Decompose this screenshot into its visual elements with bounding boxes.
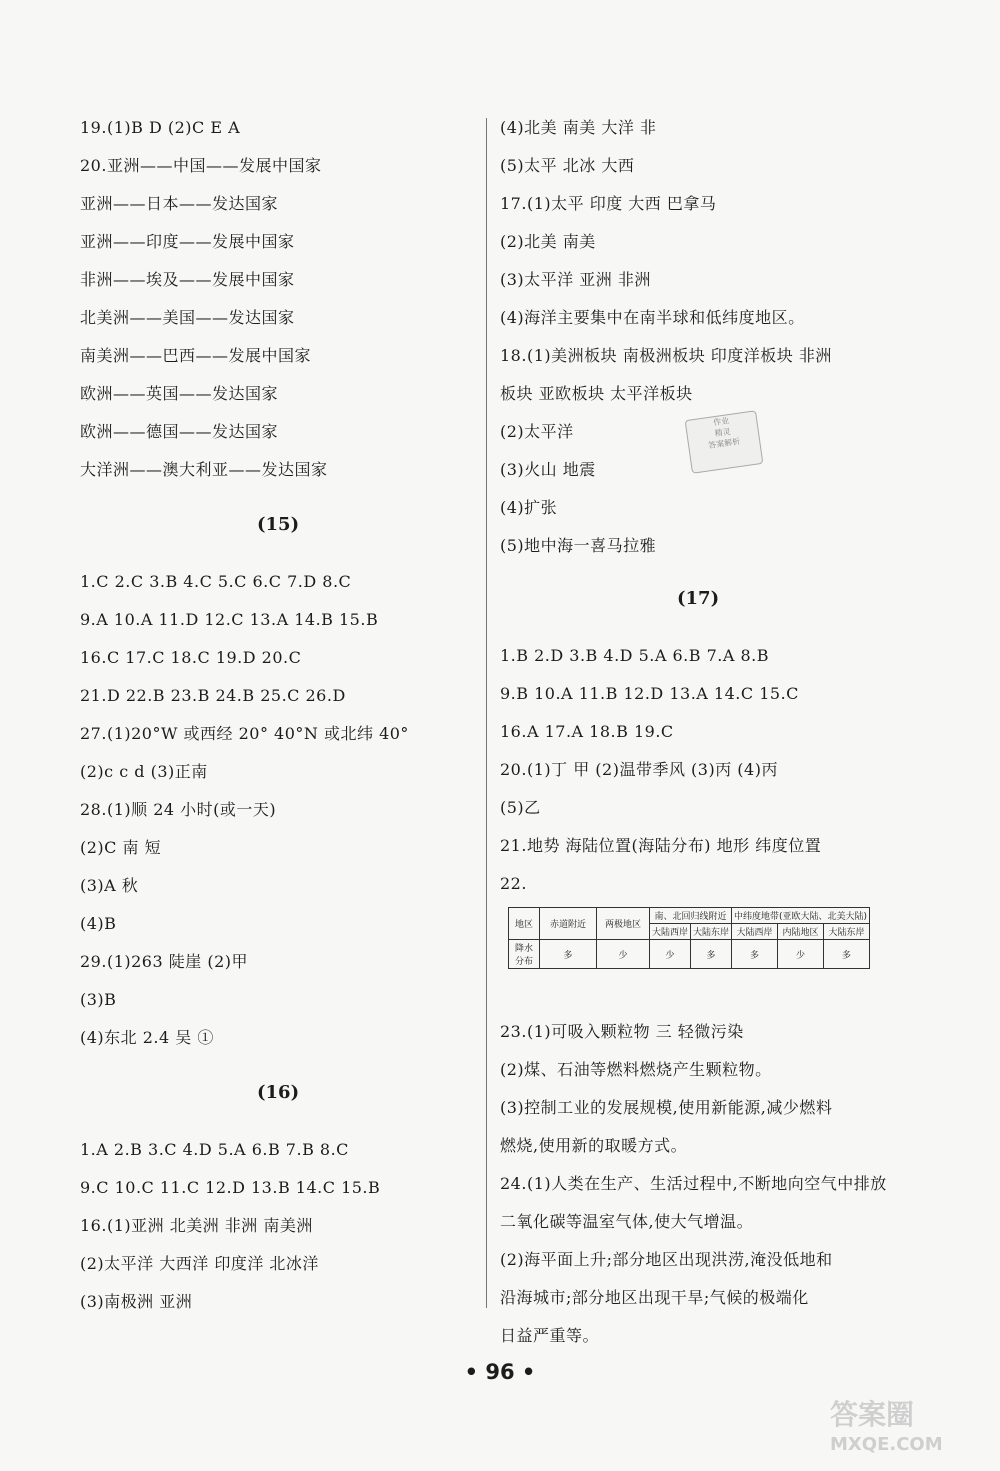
section-heading-15: (15)	[257, 514, 300, 535]
answer-line: 南美洲——巴西——发展中国家	[80, 346, 312, 365]
table-cell: 内陆地区	[778, 924, 824, 940]
table-cell: 中纬度地带(亚欧大陆、北美大陆)	[732, 908, 870, 924]
watermark-text: 答案圈	[830, 1398, 915, 1431]
answer-line: 亚洲——日本——发达国家	[80, 194, 279, 213]
answer-line: (5)地中海一喜马拉雅	[500, 536, 657, 555]
answer-line: (4)扩张	[500, 498, 558, 517]
answer-line: 28.(1)顺 24 小时(或一天)	[80, 800, 277, 819]
answer-line: 21.D 22.B 23.B 24.B 25.C 26.D	[80, 686, 346, 705]
answer-line: 20.亚洲——中国——发展中国家	[80, 156, 322, 175]
answer-line: (3)太平洋 亚洲 非洲	[500, 270, 651, 289]
table-cell: 大陆东岸	[691, 924, 732, 940]
watermark-url: MXQE.COM	[830, 1434, 943, 1455]
table-cell: 地区	[509, 908, 540, 940]
stamp-text: 精灵	[714, 427, 732, 439]
answer-line: 欧洲——英国——发达国家	[80, 384, 279, 403]
answer-line: 16.C 17.C 18.C 19.D 20.C	[80, 648, 302, 667]
answer-line: (2)海平面上升;部分地区出现洪涝,淹没低地和	[500, 1250, 833, 1269]
stamp-text: 答案解析	[707, 436, 741, 451]
answer-line: 板块 亚欧板块 太平洋板块	[500, 384, 693, 403]
answer-line: 燃烧,使用新的取暖方式。	[500, 1136, 688, 1155]
table-cell: 大陆西岸	[732, 924, 778, 940]
answer-line: 二氧化碳等温室气体,使大气增温。	[500, 1212, 754, 1231]
answer-line: 沿海城市;部分地区出现干旱;气候的极端化	[500, 1288, 809, 1307]
answer-line: (3)A 秋	[80, 876, 139, 895]
answer-line: (2)煤、石油等燃料燃烧产生颗粒物。	[500, 1060, 772, 1079]
page-number: • 96 •	[464, 1360, 536, 1384]
answer-line: 9.A 10.A 11.D 12.C 13.A 14.B 15.B	[80, 610, 379, 629]
answer-line: 18.(1)美洲板块 南极洲板块 印度洋板块 非洲	[500, 346, 832, 365]
answer-line: (3)火山 地震	[500, 460, 596, 479]
table-cell: 大陆东岸	[824, 924, 870, 940]
answer-line: 9.C 10.C 11.C 12.D 13.B 14.C 15.B	[80, 1178, 381, 1197]
answer-line: 1.A 2.B 3.C 4.D 5.A 6.B 7.B 8.C	[80, 1140, 349, 1159]
answer-line: 亚洲——印度——发展中国家	[80, 232, 295, 251]
answer-line: (3)B	[80, 990, 117, 1009]
answer-line: (4)东北 2.4 吴 ①	[80, 1028, 214, 1047]
stamp-mark	[685, 410, 764, 473]
answer-line: 29.(1)263 陡崖 (2)甲	[80, 952, 248, 971]
answer-line: 欧洲——德国——发达国家	[80, 422, 279, 441]
section-heading-17: (17)	[677, 588, 720, 609]
answer-line: 23.(1)可吸入颗粒物 三 轻微污染	[500, 1022, 744, 1041]
answer-line: 日益严重等。	[500, 1326, 600, 1345]
table-cell: 多	[824, 940, 870, 969]
answer-line: (4)B	[80, 914, 117, 933]
table-cell: 少	[778, 940, 824, 969]
answer-line: 北美洲——美国——发达国家	[80, 308, 295, 327]
table-cell: 南、北回归线附近	[650, 908, 732, 924]
answer-line: (2)北美 南美	[500, 232, 596, 251]
answer-line: 1.B 2.D 3.B 4.D 5.A 6.B 7.A 8.B	[500, 646, 770, 665]
answer-line: 非洲——埃及——发展中国家	[80, 270, 295, 289]
table-cell: 降水分布	[509, 940, 540, 969]
answer-line: 19.(1)B D (2)C E A	[80, 118, 241, 137]
section-heading-16: (16)	[257, 1082, 300, 1103]
table-cell: 多	[691, 940, 732, 969]
answer-line: 22.	[500, 874, 527, 893]
table-cell: 少	[597, 940, 650, 969]
answer-line: 16.A 17.A 18.B 19.C	[500, 722, 674, 741]
answer-line: 大洋洲——澳大利亚——发达国家	[80, 460, 328, 479]
answer-line: (3)控制工业的发展规模,使用新能源,减少燃料	[500, 1098, 833, 1117]
answer-line: 24.(1)人类在生产、生活过程中,不断地向空气中排放	[500, 1174, 887, 1193]
answer-line: 21.地势 海陆位置(海陆分布) 地形 纬度位置	[500, 836, 822, 855]
table-cell: 多	[732, 940, 778, 969]
answer-line: 17.(1)太平 印度 大西 巴拿马	[500, 194, 717, 213]
answer-line: (2)c c d (3)正南	[80, 762, 208, 781]
stamp-text: 作业	[712, 416, 730, 428]
answer-line: (3)南极洲 亚洲	[80, 1292, 193, 1311]
answer-line: (5)乙	[500, 798, 541, 817]
table-cell: 两极地区	[597, 908, 650, 940]
answer-line: (4)北美 南美 大洋 非	[500, 118, 657, 137]
watermark-logo	[830, 1400, 943, 1460]
answer-line: 9.B 10.A 11.B 12.D 13.A 14.C 15.C	[500, 684, 799, 703]
answer-line: 20.(1)丁 甲 (2)温带季风 (3)丙 (4)丙	[500, 760, 778, 779]
table-cell: 少	[650, 940, 691, 969]
column-divider	[486, 118, 487, 1308]
answer-line: 27.(1)20°W 或西经 20° 40°N 或北纬 40°	[80, 724, 409, 743]
table-cell: 赤道附近	[540, 908, 597, 940]
table-cell: 多	[540, 940, 597, 969]
answer-line: 1.C 2.C 3.B 4.C 5.C 6.C 7.D 8.C	[80, 572, 352, 591]
answer-line: (2)C 南 短	[80, 838, 162, 857]
answer-line: (5)太平 北冰 大西	[500, 156, 635, 175]
answer-line: (4)海洋主要集中在南半球和低纬度地区。	[500, 308, 805, 327]
answer-line: 16.(1)亚洲 北美洲 非洲 南美洲	[80, 1216, 313, 1235]
table-cell: 大陆西岸	[650, 924, 691, 940]
precipitation-table	[508, 907, 870, 969]
answer-line: (2)太平洋 大西洋 印度洋 北冰洋	[80, 1254, 319, 1273]
answer-line: (2)太平洋	[500, 422, 574, 441]
